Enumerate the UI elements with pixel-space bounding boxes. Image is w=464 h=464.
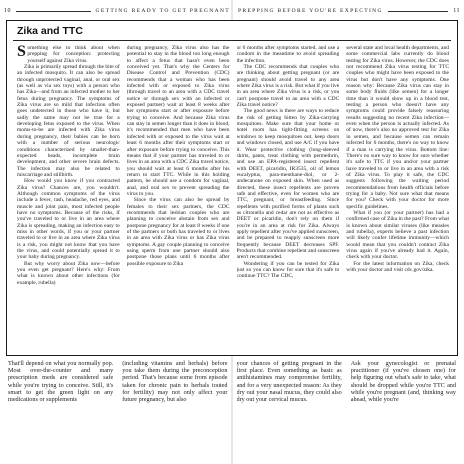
paragraph: The good news is there are ways to reduce the risk of getting bitten by Zika-carrying mosquitoes. Make sure that your home or hotel room has tight-fitting screens on windows to keep mosquitoes out, keep doors and windows closed, and use A/C if you have it. Wear protective clothing (long-sleeved shirts, pants, treat clothing with permethrin, and use an EPA-registered insect repellent with DEET, picaridin, IR3535, oil of lemon eucalyptus, para-menthane-diol, or 2-undecanone on exposed skin. When used as directed, these insect repellents are proven safe and effective, even for women who are TTC, pregnant, or breastfeeding. Since repellents with purified forms of plants such as citronella and cedar are not as effective as DEET or picaridin, don't rely on them if you're in an area at risk for Zika. Always apply repellent after you've applied sunscreen, and be prepared to reapply sunscreen more frequently because DEET decreases SPF. Products that combine repellent and sunscreen aren't recommended. — [236, 108, 340, 261]
paragraph-text: omething else to think about when prepping for conception: protecting yourself against Zika virus. — [27, 45, 120, 64]
left-running-title: GETTING READY TO GET PREGNANT — [95, 8, 230, 14]
paragraph: during pregnancy, Zika virus also has the potential to stay in the blood too long enough to affect a fetus that hasn't even been conceived yet. That's why the Centers for Disease Control and Prevention (CDC) recommends that a woman who has been infected with or exposed to Zika virus (through travel to an area with a CDC travel notice or through sex with an infected or exposed partner) wait at least 8 weeks after her symptoms start or after exposure before trying to conceive. And because Zika virus can stay in semen longer than it does in blood, it's recommended that men who have been infected with or exposed to the virus wait at least 6 months after their symptoms start or after exposure before trying to conceive. This means that if your partner has traveled to or lives in an area with a CDC Zika travel notice, you should wait at least 6 months after his return to start TTC. While in this holding pattern, he should use a condom for vaginal, anal, and oral sex to prevent spreading the virus to you. — [126, 45, 230, 197]
paragraph: your chances of getting pregnant in the first place. Even something as basic as antihistamines may compromise fertility, and for a very unexpected reason: As they dry out your nasal mucus, they could also dry out your cervical mucus. — [236, 360, 342, 404]
paragraph: or 6 months after symptoms started, and use a condom in the meantime to avoid spreading the infection. — [236, 45, 340, 64]
paragraph — [17, 45, 120, 64]
left-running-head — [4, 6, 230, 16]
left-page-number: 10 — [4, 8, 11, 14]
sidebar-columns — [17, 45, 449, 351]
main-column-3 — [237, 360, 342, 460]
zika-sidebar-box — [6, 20, 458, 356]
main-column-4 — [351, 360, 456, 460]
paragraph: Zika is primarily spread through the bite of an infected mosquito. It can also be spread through unprotected vaginal, anal, or oral sex (as well as via sex toys) with a person who has Zika—and from an infected mother to her fetus during pregnancy. The symptoms of Zika virus are so mild that infection often goes undetected in those who have it, but sadly the same may not be true for a developing fetus exposed to the virus. When moms-to-be are infected with Zika virus during pregnancy, their babies can be born with a number of serious neurologic conditions characterized by smaller-than-expected heads, incomplete brain development, and other severe brain defects. The infection may also be related to miscarriage and stillbirth. — [17, 64, 120, 178]
paragraph: Wondering if you can be tested for Zika just so you can know for sure that it's safe to continue TTC? The CDC, — [236, 260, 340, 280]
paragraph: Ask your gynecologist or prenatal practitioner (if you've chosen one) for help figuring out what's safe to take, what should be dropped while you're TTC and while you're pregnant (and, thinking way ahead, while you're — [350, 360, 456, 404]
sidebar-column-3 — [237, 45, 340, 351]
main-column-1 — [8, 360, 113, 460]
sidebar-column-2 — [127, 45, 230, 351]
sidebar-column-4 — [346, 45, 449, 351]
sidebar-title: Zika and TTC — [17, 25, 83, 37]
sidebar-title-rule — [13, 40, 451, 41]
paragraph: (including vitamins and herbals) before you take them during the preconception period. That's because some from episode taken for chronic pain to herbals touted for fertility) may not only affect your future pregnancy, but also — [122, 360, 228, 404]
paragraph: several state and local health departments, and some commercial labs currently do blood testing for Zika virus. However, the CDC does not recommend Zika virus testing for TTC couples who might have been exposed to the virus but don't have any symptoms. One reason why: Because Zika virus can stay in some body fluids (like semen) for a longer time than it would show up in a blood test, testing a person who doesn't have any symptoms could provide falsely reassuring results suggesting no recent Zika infection—even when the person is actually infected. As of now, there's also no approved test for Zika in semen, and because semen can remain infected for 6 months, there's no way to know if a man is carrying the virus. Bottom line: There's no sure way to know for sure whether it's safe to TTC if you and/or your partner have traveled to or live in an area with a risk of Zika virus. To play it safe, the CDC suggests following the waiting period recommendations from health officials before trying for a baby. Not sure what that means for you? Check with your doctor for more specific guidelines. — [346, 45, 449, 210]
main-column-2 — [122, 360, 227, 460]
paragraph: What if you (or your partner) has had a confirmed case of Zika in the past? From what is known about similar viruses (like measles and rubella), experts believe a past infection will likely confer lifetime immunity—which would mean that you couldn't contract Zika virus again if you've already had it. Again, check with your doctor. — [346, 209, 449, 261]
paragraph: Since the virus can also be spread by females to their sex partners, the CDC recommends that lesbian couples who are planning to conceive abstain from sex and postpone pregnancy for at least 8 weeks if one of the partners or both has traveled to or lives in an area with Zika virus or has Zika virus symptoms. A gay couple planning to conceive using sperm from one partner should also postpone those plans until 6 months after possible exposure to Zika — [126, 197, 230, 267]
sidebar-column-1 — [17, 45, 120, 351]
right-running-title: PREPPING BEFORE YOU'RE EXPECTING — [238, 8, 383, 14]
paragraph: How would you know if you contracted Zika virus? Chances are, you wouldn't. Although common symptoms of the virus include a fever, rash, headache, red eyes, and muscle and joint pain, most infected people have no symptoms. Because of the risks, if you've traveled to or live in an area where Zika is spreading, making an infection easy to miss in other words, if you or your partner traveled to or live in an area where Zika virus is a risk, you might not know that you have the virus, and could potentially spread it to your baby during pregnancy. — [17, 178, 120, 261]
paragraph: For the latest information on Zika, check with your doctor and visit cdc.gov/zika. — [346, 260, 449, 274]
paragraph: The CDC recommends that couples who are thinking about getting pregnant (or are pregnant) should avoid travel to any area where Zika virus is a risk. But what if you live in an area where Zika virus is a risk, or you can't postpone travel to an area with a CDC Zika travel notice? — [236, 64, 340, 109]
left-head-rule — [16, 11, 91, 12]
paragraph: But why worry about Zika now—before you even get pregnant? Here's why: From what is known about other infections (for example, rubella) — [17, 260, 120, 286]
main-text-columns — [8, 360, 456, 460]
drop-cap: S — [17, 45, 26, 60]
right-running-head — [238, 6, 460, 16]
right-head-rule — [388, 11, 448, 12]
right-page-number: 11 — [453, 8, 460, 14]
paragraph: That'll depend on what you normally pop. Most over-the-counter and many prescription meds are considered safe while you're trying to conceive. Still, it's smart to get the green light on any medications or supplements — [8, 360, 114, 404]
